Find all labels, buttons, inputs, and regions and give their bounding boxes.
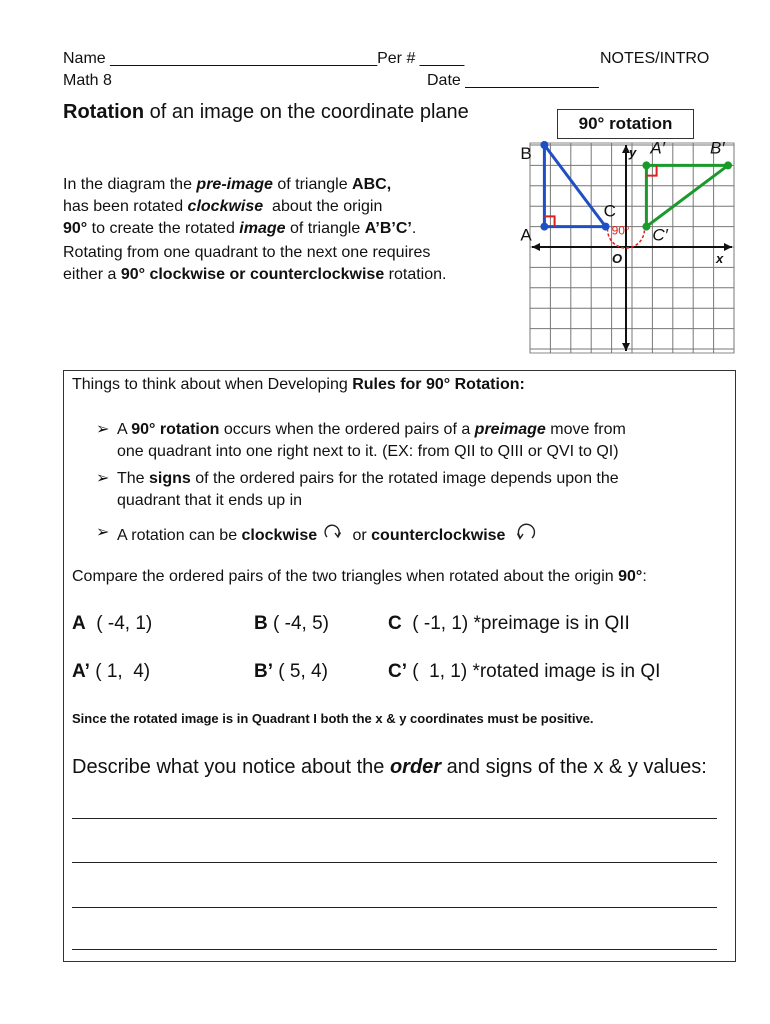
compare-prompt: Compare the ordered pairs of the two triangles when rotated about the origin 90°:	[72, 568, 647, 585]
point-b: B ( -4, 5)	[254, 613, 329, 634]
intro-paragraph: In the diagram the pre-image of triangle ABC, has been rotated clockwise about the origin 90° to create the rotated image of triangle A’B’C’.	[63, 176, 417, 237]
counterclockwise-arrow-icon	[514, 522, 538, 544]
point-c: C ( -1, 1) *preimage is in QII	[388, 613, 630, 634]
vertex-c-prime	[642, 223, 650, 231]
label-c: C	[603, 201, 616, 221]
clockwise-arrow-icon	[322, 522, 344, 542]
label-b-prime: B′	[710, 138, 725, 158]
vertex-a	[540, 223, 548, 231]
vertex-b	[540, 141, 548, 149]
vertex-b-prime	[724, 161, 732, 169]
label-c-prime: C′	[652, 225, 668, 245]
y-axis-label: y	[629, 145, 637, 160]
origin-label: O	[612, 251, 623, 266]
bullet-2: ➢ The signs of the ordered pairs for the rotated image depends upon the quadrant that it ends up in	[96, 470, 619, 509]
describe-prompt: Describe what you notice about the order and signs of the x & y values:	[72, 756, 707, 778]
label-b: B	[520, 144, 532, 163]
answer-line-1[interactable]	[72, 818, 717, 819]
label-a: A	[520, 225, 532, 245]
answer-line-2[interactable]	[72, 862, 717, 863]
bullet-3: ➢ A rotation can be clockwise or counterclockwise	[98, 522, 708, 547]
quadrant-note: Rotating from one quadrant to the next one requires either a 90° clockwise or counterclockwise rotation.	[63, 244, 447, 283]
bullet-1: ➢ A 90° rotation occurs when the ordered pairs of a preimage move from one quadrant into one right next to it. (EX: from QII to QIII or QVI to QI)	[96, 421, 626, 460]
page-title: Rotation of an image on the coordinate plane	[63, 101, 469, 123]
point-a: A ( -4, 1)	[72, 613, 153, 634]
rotation-label: 90° rotation	[557, 109, 694, 139]
point-b-prime: B’ ( 5, 4)	[254, 661, 328, 682]
vertex-c	[602, 223, 610, 231]
notes-label: NOTES/INTRO	[600, 50, 710, 67]
label-a-prime: A′	[650, 138, 665, 158]
point-c-prime: C’ ( 1, 1) *rotated image is in QI	[388, 661, 661, 682]
point-a-prime: A’ ( 1, 4)	[72, 661, 151, 682]
vertex-a-prime	[642, 161, 650, 169]
quadrant-conclusion: Since the rotated image is in Quadrant I both the x & y coordinates must be positive.	[72, 711, 594, 726]
answer-line-3[interactable]	[72, 907, 717, 908]
coordinate-plane	[520, 138, 734, 353]
x-axis-label: x	[716, 251, 724, 266]
class-label: Math 8	[63, 72, 112, 89]
rules-heading: Things to think about when Developing Rules for 90° Rotation:	[72, 376, 525, 393]
name-line: Name ______________________________Per # _____	[63, 50, 465, 67]
date-line: Date _______________	[427, 72, 599, 89]
angle-label: 90°	[611, 223, 630, 238]
answer-line-4[interactable]	[72, 949, 717, 950]
